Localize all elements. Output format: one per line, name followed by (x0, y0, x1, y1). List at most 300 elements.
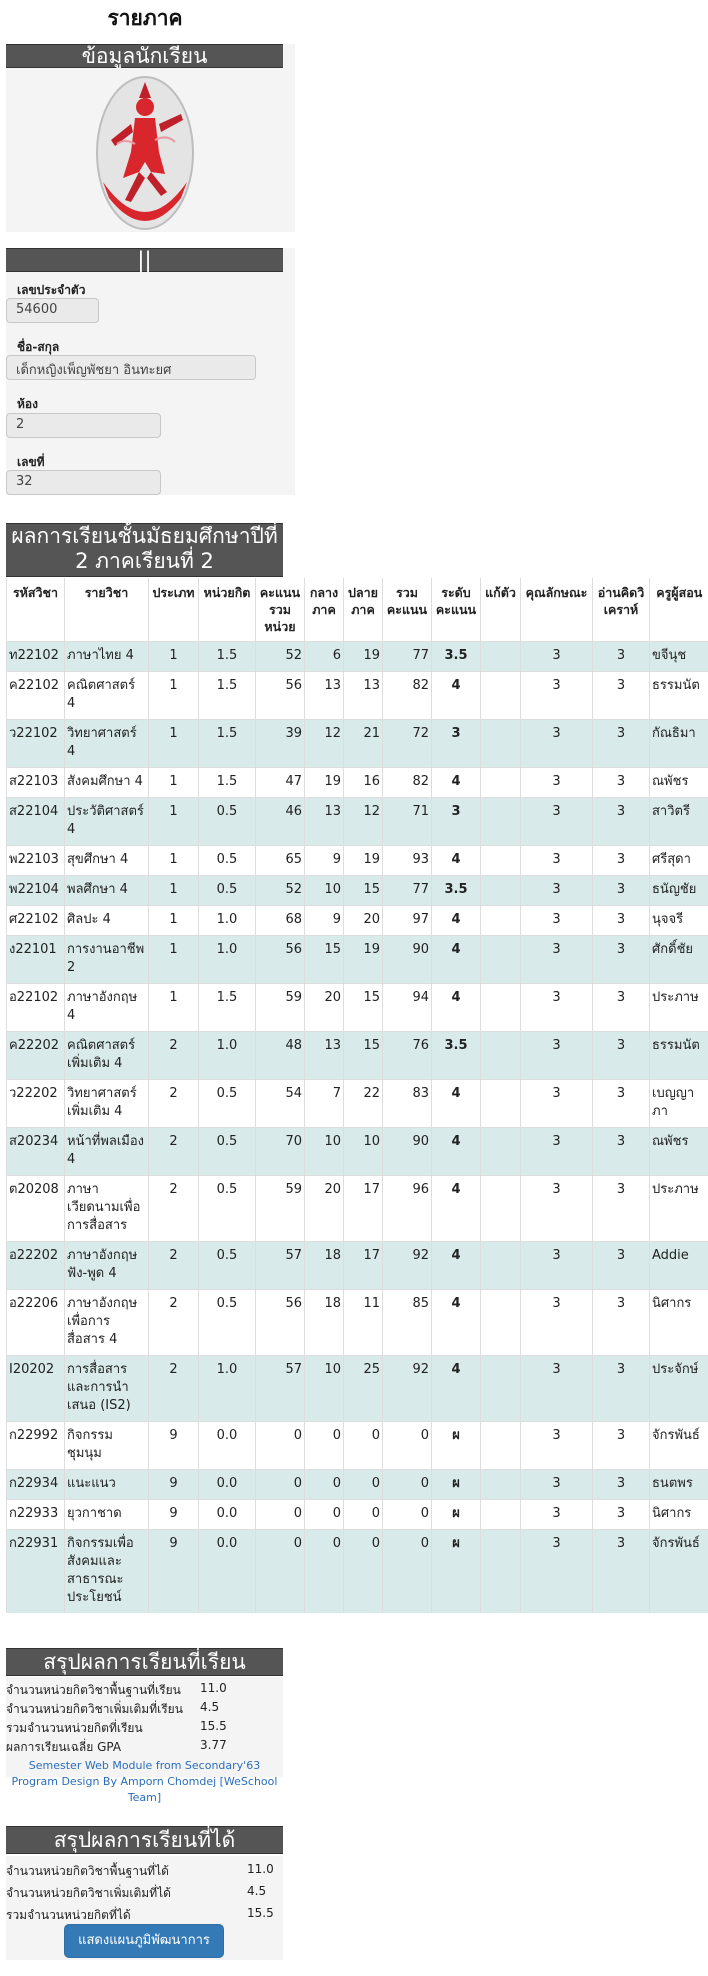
subject-name-cell: วิทยาศาสตร์ 4 (65, 720, 149, 768)
midterm-score-cell: 13 (305, 672, 344, 720)
column-header: ครูผู้สอน (650, 578, 708, 642)
table-row (7, 984, 708, 1032)
credits-cell: 1.5 (199, 720, 256, 768)
table-row (7, 936, 708, 984)
subject-name-cell: คณิตศาสตร์ 4 (65, 672, 149, 720)
subject-type-cell: 1 (149, 906, 199, 936)
grade-cell: ผ (432, 1470, 481, 1500)
credits-cell: 0.0 (199, 1500, 256, 1530)
reading-thinking-cell: 3 (593, 846, 650, 876)
score-total-unit-cell: 52 (256, 876, 305, 906)
retake-cell (481, 1530, 521, 1614)
column-header: แก้ตัว (481, 578, 521, 642)
reading-thinking-cell: 3 (593, 1422, 650, 1470)
teacher-cell: นิศากร (650, 1500, 708, 1530)
total-score-cell: 0 (383, 1470, 432, 1500)
table-row (7, 672, 708, 720)
subject-name-cell: วิทยาศาสตร์เพิ่มเติม 4 (65, 1080, 149, 1128)
column-header: หน่วยกิต (199, 578, 256, 642)
characteristics-cell: 3 (521, 1176, 593, 1242)
subject-code-cell: พ22104 (7, 876, 65, 906)
score-total-unit-cell: 57 (256, 1242, 305, 1290)
score-total-unit-cell: 54 (256, 1080, 305, 1128)
column-header: ประเภท (149, 578, 199, 642)
total-score-cell: 82 (383, 768, 432, 798)
reading-thinking-cell: 3 (593, 906, 650, 936)
characteristics-cell: 3 (521, 642, 593, 672)
info-panel (6, 248, 295, 495)
column-header: รวมคะแนน (383, 578, 432, 642)
credits-cell: 0.0 (199, 1422, 256, 1470)
teacher-cell: ขจีนุช (650, 642, 708, 672)
score-total-unit-cell: 56 (256, 1290, 305, 1356)
table-header-row (7, 578, 708, 642)
score-total-unit-cell: 56 (256, 672, 305, 720)
final-score-cell: 11 (344, 1290, 383, 1356)
column-header: อ่านคิดวิเคราห์ (593, 578, 650, 642)
teacher-cell: นุจจรี (650, 906, 708, 936)
subject-code-cell: อ22102 (7, 984, 65, 1032)
score-total-unit-cell: 65 (256, 846, 305, 876)
score-total-unit-cell: 47 (256, 768, 305, 798)
subject-type-cell: 1 (149, 876, 199, 906)
credits-cell: 1.5 (199, 672, 256, 720)
final-score-cell: 13 (344, 672, 383, 720)
subject-name-cell: ภาษาอังกฤษ 4 (65, 984, 149, 1032)
reading-thinking-cell: 3 (593, 1356, 650, 1422)
characteristics-cell: 3 (521, 798, 593, 846)
summary-value: 15.5 (247, 1906, 274, 1920)
total-score-cell: 94 (383, 984, 432, 1032)
characteristics-cell: 3 (521, 1470, 593, 1500)
grades-table (6, 578, 708, 1613)
subject-name-cell: กิจกรรมเพื่อสังคมและสาธารณะประโยชน์ (65, 1530, 149, 1614)
column-header: ระดับคะแนน (432, 578, 481, 642)
credits-cell: 0.5 (199, 1290, 256, 1356)
score-total-unit-cell: 0 (256, 1500, 305, 1530)
teacher-cell: ธนัญชัย (650, 876, 708, 906)
subject-code-cell: ส22103 (7, 768, 65, 798)
credits-cell: 1.0 (199, 906, 256, 936)
grade-cell: 3.5 (432, 1032, 481, 1080)
table-row (7, 798, 708, 846)
summary-label: จำนวนหน่วยกิตวิชาเพิ่มเติมที่เรียน (6, 1702, 183, 1716)
final-score-cell: 10 (344, 1128, 383, 1176)
grade-cell: 4 (432, 846, 481, 876)
score-total-unit-cell: 0 (256, 1530, 305, 1614)
subject-type-cell: 2 (149, 1128, 199, 1176)
retake-cell (481, 1128, 521, 1176)
name-field[interactable]: เด็กหญิงเพ็ญพัชยา อินทะยศ (6, 355, 256, 380)
credits-cell: 0.0 (199, 1470, 256, 1500)
reading-thinking-cell: 3 (593, 1176, 650, 1242)
table-row (7, 1500, 708, 1530)
reading-thinking-cell: 3 (593, 642, 650, 672)
subject-type-cell: 9 (149, 1500, 199, 1530)
retake-cell (481, 1500, 521, 1530)
midterm-score-cell: 20 (305, 1176, 344, 1242)
total-score-cell: 92 (383, 1356, 432, 1422)
number-label: เลขที่ (17, 455, 45, 469)
midterm-score-cell: 18 (305, 1290, 344, 1356)
characteristics-cell: 3 (521, 1500, 593, 1530)
final-score-cell: 0 (344, 1530, 383, 1614)
grade-cell: 4 (432, 672, 481, 720)
teacher-cell: กัณธิมา (650, 720, 708, 768)
table-row (7, 1530, 708, 1614)
final-score-cell: 0 (344, 1422, 383, 1470)
credits-cell: 1.0 (199, 1032, 256, 1080)
score-total-unit-cell: 68 (256, 906, 305, 936)
subject-code-cell: ก22931 (7, 1530, 65, 1614)
total-score-cell: 97 (383, 906, 432, 936)
summary-value: 4.5 (247, 1884, 267, 1898)
score-total-unit-cell: 46 (256, 798, 305, 846)
table-row (7, 1242, 708, 1290)
subject-type-cell: 2 (149, 1032, 199, 1080)
total-score-cell: 71 (383, 798, 432, 846)
table-row (7, 1176, 708, 1242)
total-score-cell: 90 (383, 1128, 432, 1176)
midterm-score-cell: 9 (305, 846, 344, 876)
final-score-cell: 0 (344, 1470, 383, 1500)
characteristics-cell: 3 (521, 720, 593, 768)
info-panel-title: || (6, 248, 283, 272)
school-emblem-image (95, 74, 195, 232)
midterm-score-cell: 18 (305, 1242, 344, 1290)
retake-cell (481, 984, 521, 1032)
score-total-unit-cell: 48 (256, 1032, 305, 1080)
total-score-cell: 85 (383, 1290, 432, 1356)
subject-name-cell: คณิตศาสตร์เพิ่มเติม 4 (65, 1032, 149, 1080)
retake-cell (481, 1470, 521, 1500)
teacher-cell: จักรพันธ์ (650, 1422, 708, 1470)
score-total-unit-cell: 56 (256, 936, 305, 984)
column-header: ปลายภาค (344, 578, 383, 642)
student-id-field[interactable]: 54600 (6, 298, 99, 323)
final-score-cell: 15 (344, 984, 383, 1032)
credits-cell: 0.5 (199, 1242, 256, 1290)
reading-thinking-cell: 3 (593, 1080, 650, 1128)
subject-type-cell: 1 (149, 846, 199, 876)
score-total-unit-cell: 0 (256, 1470, 305, 1500)
summary-earned-title: สรุปผลการเรียนที่ได้ (6, 1826, 283, 1854)
final-score-cell: 0 (344, 1500, 383, 1530)
credits-cell: 1.0 (199, 936, 256, 984)
gpa-value: 3.77 (200, 1738, 227, 1752)
characteristics-cell: 3 (521, 1128, 593, 1176)
grade-cell: ผ (432, 1530, 481, 1614)
characteristics-cell: 3 (521, 1080, 593, 1128)
table-row (7, 720, 708, 768)
credits-cell: 1.5 (199, 768, 256, 798)
final-score-cell: 16 (344, 768, 383, 798)
reading-thinking-cell: 3 (593, 1530, 650, 1614)
retake-cell (481, 720, 521, 768)
total-score-cell: 83 (383, 1080, 432, 1128)
subject-code-cell: ก22992 (7, 1422, 65, 1470)
grade-cell: 3.5 (432, 642, 481, 672)
student-panel-title: ข้อมูลนักเรียน (6, 44, 283, 68)
credits-cell: 0.5 (199, 846, 256, 876)
summary-label: ผลการเรียนเฉลี่ย GPA (6, 1740, 122, 1754)
summary-value: 11.0 (247, 1862, 274, 1876)
summary-value: 4.5 (200, 1700, 220, 1714)
summary-label: จำนวนหน่วยกิตวิชาพื้นฐานที่ได้ (6, 1864, 169, 1878)
subject-name-cell: หน้าที่พลเมือง 4 (65, 1128, 149, 1176)
subject-code-cell: ศ22102 (7, 906, 65, 936)
midterm-score-cell: 0 (305, 1500, 344, 1530)
score-total-unit-cell: 57 (256, 1356, 305, 1422)
grade-cell: 4 (432, 936, 481, 984)
total-score-cell: 77 (383, 642, 432, 672)
score-total-unit-cell: 39 (256, 720, 305, 768)
retake-cell (481, 1422, 521, 1470)
teacher-cell: นิศากร (650, 1290, 708, 1356)
reading-thinking-cell: 3 (593, 1500, 650, 1530)
subject-code-cell: ว22202 (7, 1080, 65, 1128)
reading-thinking-cell: 3 (593, 1032, 650, 1080)
subject-name-cell: ภาษาเวียดนามเพื่อการสื่อสาร (65, 1176, 149, 1242)
retake-cell (481, 1080, 521, 1128)
midterm-score-cell: 20 (305, 984, 344, 1032)
subject-name-cell: แนะแนว (65, 1470, 149, 1500)
final-score-cell: 17 (344, 1242, 383, 1290)
subject-name-cell: ภาษาอังกฤษฟัง-พูด 4 (65, 1242, 149, 1290)
teacher-cell: Addie (650, 1242, 708, 1290)
midterm-score-cell: 9 (305, 906, 344, 936)
retake-cell (481, 876, 521, 906)
subject-type-cell: 9 (149, 1422, 199, 1470)
final-score-cell: 20 (344, 906, 383, 936)
subject-type-cell: 2 (149, 1242, 199, 1290)
table-body (7, 642, 708, 1614)
credits-cell: 1.5 (199, 642, 256, 672)
retake-cell (481, 1356, 521, 1422)
midterm-score-cell: 13 (305, 798, 344, 846)
midterm-score-cell: 0 (305, 1530, 344, 1614)
subject-code-cell: ส22104 (7, 798, 65, 846)
summary-label: รวมจำนวนหน่วยกิตที่ได้ (6, 1908, 131, 1922)
grade-cell: ผ (432, 1500, 481, 1530)
subject-name-cell: สังคมศึกษา 4 (65, 768, 149, 798)
teacher-cell: ณพัชร (650, 1128, 708, 1176)
characteristics-cell: 3 (521, 1356, 593, 1422)
final-score-cell: 15 (344, 1032, 383, 1080)
credits-cell: 1.5 (199, 984, 256, 1032)
midterm-score-cell: 6 (305, 642, 344, 672)
teacher-cell: สาวิตรี (650, 798, 708, 846)
midterm-score-cell: 19 (305, 768, 344, 798)
subject-type-cell: 1 (149, 936, 199, 984)
midterm-score-cell: 0 (305, 1422, 344, 1470)
midterm-score-cell: 10 (305, 1356, 344, 1422)
reading-thinking-cell: 3 (593, 1242, 650, 1290)
total-score-cell: 0 (383, 1530, 432, 1614)
subject-type-cell: 1 (149, 642, 199, 672)
total-score-cell: 77 (383, 876, 432, 906)
teacher-cell: ประภาษ (650, 984, 708, 1032)
grade-cell: 4 (432, 768, 481, 798)
reading-thinking-cell: 3 (593, 672, 650, 720)
table-row (7, 846, 708, 876)
characteristics-cell: 3 (521, 906, 593, 936)
column-header: คุณลักษณะ (521, 578, 593, 642)
retake-cell (481, 906, 521, 936)
teacher-cell: ศรีสุดา (650, 846, 708, 876)
characteristics-cell: 3 (521, 1422, 593, 1470)
reading-thinking-cell: 3 (593, 936, 650, 984)
table-row (7, 1128, 708, 1176)
summary-label: รวมจำนวนหน่วยกิตที่เรียน (6, 1721, 143, 1735)
subject-code-cell: ต20208 (7, 1176, 65, 1242)
retake-cell (481, 1032, 521, 1080)
total-score-cell: 96 (383, 1176, 432, 1242)
total-score-cell: 72 (383, 720, 432, 768)
results-title: ผลการเรียนชั้นมัธยมศึกษาปีที่ 2 ภาคเรียนที่ 2 (6, 523, 283, 577)
grade-cell: 3 (432, 720, 481, 768)
subject-type-cell: 1 (149, 672, 199, 720)
credit-text: Semester Web Module from Secondary'63 Program Design By Amporn Chomdej [WeSchool Team] (11, 1759, 278, 1804)
grade-cell: 4 (432, 1080, 481, 1128)
score-total-unit-cell: 52 (256, 642, 305, 672)
subject-name-cell: กิจกรรมชุมนุม (65, 1422, 149, 1470)
subject-name-cell: ภาษาอังกฤษเพื่อการสื่อสาร 4 (65, 1290, 149, 1356)
column-header: กลางภาค (305, 578, 344, 642)
column-header: รายวิชา (65, 578, 149, 642)
student-id-label: เลขประจำตัว (17, 283, 86, 297)
score-total-unit-cell: 0 (256, 1422, 305, 1470)
grade-cell: 4 (432, 1356, 481, 1422)
page-title: รายภาค (107, 6, 183, 30)
subject-name-cell: ภาษาไทย 4 (65, 642, 149, 672)
grade-cell: 3 (432, 798, 481, 846)
subject-name-cell: พลศึกษา 4 (65, 876, 149, 906)
table-row (7, 1422, 708, 1470)
final-score-cell: 12 (344, 798, 383, 846)
number-field[interactable]: 32 (6, 470, 161, 495)
reading-thinking-cell: 3 (593, 768, 650, 798)
retake-cell (481, 1176, 521, 1242)
table-row (7, 1290, 708, 1356)
table-row (7, 1470, 708, 1500)
total-score-cell: 0 (383, 1500, 432, 1530)
column-header: รหัสวิชา (7, 578, 65, 642)
subject-code-cell: ก22933 (7, 1500, 65, 1530)
show-development-chart-button[interactable]: แสดงแผนภูมิพัฒนาการ (64, 1924, 224, 1958)
teacher-cell: ธรรมนัต (650, 1032, 708, 1080)
final-score-cell: 25 (344, 1356, 383, 1422)
grade-cell: 4 (432, 906, 481, 936)
subject-type-cell: 1 (149, 798, 199, 846)
retake-cell (481, 846, 521, 876)
characteristics-cell: 3 (521, 1032, 593, 1080)
subject-name-cell: ประวัติศาสตร์ 4 (65, 798, 149, 846)
subject-code-cell: อ22202 (7, 1242, 65, 1290)
subject-type-cell: 2 (149, 1176, 199, 1242)
characteristics-cell: 3 (521, 1242, 593, 1290)
teacher-cell: ธนตพร (650, 1470, 708, 1500)
teacher-cell: ณพัชร (650, 768, 708, 798)
name-label: ชื่อ-สกุล (17, 340, 60, 354)
grade-cell: ผ (432, 1422, 481, 1470)
subject-name-cell: สุขศึกษา 4 (65, 846, 149, 876)
total-score-cell: 82 (383, 672, 432, 720)
table-row (7, 768, 708, 798)
final-score-cell: 22 (344, 1080, 383, 1128)
reading-thinking-cell: 3 (593, 984, 650, 1032)
score-total-unit-cell: 70 (256, 1128, 305, 1176)
room-field[interactable]: 2 (6, 413, 161, 438)
subject-code-cell: ค22102 (7, 672, 65, 720)
subject-type-cell: 2 (149, 1290, 199, 1356)
midterm-score-cell: 0 (305, 1470, 344, 1500)
subject-name-cell: การงานอาชีพ 2 (65, 936, 149, 984)
teacher-cell: ประจักษ์ (650, 1356, 708, 1422)
subject-code-cell: ส20234 (7, 1128, 65, 1176)
midterm-score-cell: 10 (305, 1128, 344, 1176)
final-score-cell: 15 (344, 876, 383, 906)
subject-name-cell: ยุวกาชาด (65, 1500, 149, 1530)
final-score-cell: 19 (344, 936, 383, 984)
student-panel (6, 44, 295, 232)
reading-thinking-cell: 3 (593, 720, 650, 768)
retake-cell (481, 768, 521, 798)
characteristics-cell: 3 (521, 876, 593, 906)
subject-type-cell: 1 (149, 720, 199, 768)
subject-type-cell: 9 (149, 1470, 199, 1500)
reading-thinking-cell: 3 (593, 798, 650, 846)
final-score-cell: 19 (344, 642, 383, 672)
credits-cell: 0.5 (199, 1128, 256, 1176)
grade-cell: 4 (432, 1242, 481, 1290)
table-row (7, 1356, 708, 1422)
summary-enrolled-box (6, 1677, 283, 1804)
characteristics-cell: 3 (521, 1530, 593, 1614)
final-score-cell: 21 (344, 720, 383, 768)
final-score-cell: 19 (344, 846, 383, 876)
room-label: ห้อง (17, 397, 38, 411)
table-row (7, 906, 708, 936)
total-score-cell: 90 (383, 936, 432, 984)
summary-value: 11.0 (200, 1681, 227, 1695)
subject-type-cell: 1 (149, 768, 199, 798)
column-header: คะแนนรวมหน่วย (256, 578, 305, 642)
subject-code-cell: ท22102 (7, 642, 65, 672)
characteristics-cell: 3 (521, 846, 593, 876)
reading-thinking-cell: 3 (593, 1128, 650, 1176)
reading-thinking-cell: 3 (593, 1470, 650, 1500)
retake-cell (481, 642, 521, 672)
retake-cell (481, 672, 521, 720)
retake-cell (481, 1242, 521, 1290)
subject-code-cell: I20202 (7, 1356, 65, 1422)
credits-cell: 0.5 (199, 798, 256, 846)
score-total-unit-cell: 59 (256, 984, 305, 1032)
teacher-cell: ศักดิ์ชัย (650, 936, 708, 984)
credits-cell: 0.5 (199, 1080, 256, 1128)
retake-cell (481, 1290, 521, 1356)
summary-label: จำนวนหน่วยกิตวิชาเพิ่มเติมที่ได้ (6, 1886, 171, 1900)
summary-enrolled-title: สรุปผลการเรียนที่เรียน (6, 1648, 283, 1676)
subject-code-cell: อ22206 (7, 1290, 65, 1356)
summary-label: จำนวนหน่วยกิตวิชาพื้นฐานที่เรียน (6, 1683, 181, 1697)
characteristics-cell: 3 (521, 984, 593, 1032)
retake-cell (481, 936, 521, 984)
subject-code-cell: ว22102 (7, 720, 65, 768)
subject-type-cell: 2 (149, 1356, 199, 1422)
table-row (7, 642, 708, 672)
